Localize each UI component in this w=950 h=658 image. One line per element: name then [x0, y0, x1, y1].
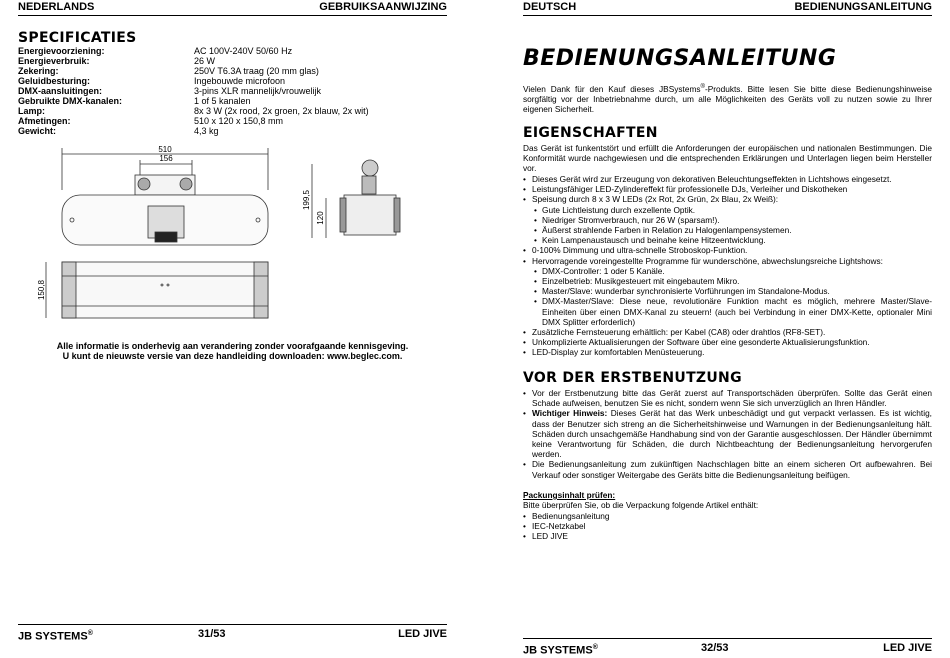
spec-value: AC 100V-240V 50/60 Hz: [194, 46, 293, 56]
spec-key: Gewicht:: [18, 126, 57, 136]
spec-value: 1 of 5 kanalen: [194, 96, 251, 106]
footer-product: LED JIVE: [398, 628, 447, 640]
footer-rule: [18, 624, 447, 625]
spec-key: Zekering:: [18, 66, 59, 76]
spec-value: 8x 3 W (2x rood, 2x groen, 2x blauw, 2x wit): [194, 106, 369, 116]
dim-199-label: 199,5: [302, 189, 311, 211]
spec-row: [18, 46, 454, 56]
sub-list-item: • Niedriger Stromverbrauch, nur 26 W (sparsam!).: [523, 215, 932, 225]
package-item: • Bedienungsanleitung: [523, 511, 932, 521]
important-label: Wichtiger Hinweis:: [532, 408, 608, 419]
list-item: • Dieses Gerät wird zur Erzeugung von dekorativen Beleuchtungseffekten in Lichtshows eingesetzt.: [523, 174, 932, 184]
header-language: DEUTSCH: [523, 1, 577, 13]
spec-value: Ingebouwde microfoon: [194, 76, 286, 86]
spec-key: DMX-aansluitingen:: [18, 86, 103, 96]
spec-value: 3-pins XLR mannelijk/vrouwelijk: [194, 86, 322, 96]
spec-row: [18, 76, 454, 86]
spec-key: Energieverbruik:: [18, 56, 90, 66]
page-footer: [523, 641, 932, 655]
header-doc-title: BEDIENUNGSANLEITUNG: [794, 1, 932, 13]
package-intro: Bitte überprüfen Sie, ob die Verpackung folgende Artikel enthält:: [523, 500, 759, 510]
list-item: • Wichtiger Hinweis: Dieses Gerät hat das Werk unbeschädigt und gut verpackt verlassen. Es ist wichtig, dass der Benutzer sich streng an die Sicherheitshinweise und Warnungen in der Bedienungsanleitung hält. Schäden durch unsachgemäße Handhabung sind von der Garantie ausgeschlossen. Der Händler übernimmt keine Verantwortung für Schäden, die durch Nichtbeachtung der Bedienungsanleitung hervorgerufen werden.: [523, 408, 932, 459]
list-item: • Zusätzliche Fernsteuerung erhältlich: per Kabel (CA8) oder drahtlos (RF8-SET).: [523, 327, 932, 337]
spec-row: [18, 96, 454, 106]
list-item: • Speisung durch 8 x 3 W LEDs (2x Rot, 2x Grün, 2x Blau, 2x Weiß):: [523, 194, 932, 204]
page-title: BEDIENUNGSANLEITUNG: [523, 46, 837, 71]
list-item: • Die Bedienungsanleitung zum zukünftigen Nachschlagen bitte an einem sicheren Ort aufbewahren. Bei Verkauf oder sonstiger Weitergabe des Geräts bitte die Bedienungsanleitung beifügen.: [523, 459, 932, 479]
package-item: • LED JIVE: [523, 531, 932, 541]
notice: [18, 341, 447, 361]
features-list: [523, 174, 932, 358]
spec-value: 4,3 kg: [194, 126, 219, 136]
spec-value: 250V T6.3A traag (20 mm glas): [194, 66, 319, 76]
package-list: [523, 511, 932, 542]
sub-list-item: • DMX-Controller: 1 oder 5 Kanäle.: [523, 266, 932, 276]
spec-key: Lamp:: [18, 106, 45, 116]
sub-list-item: • Gute Lichtleistung durch exzellente Optik.: [523, 205, 932, 215]
spec-value: 26 W: [194, 56, 216, 66]
footer-brand: JB SYSTEMS®: [18, 630, 93, 643]
footer-brand: JB SYSTEMS®: [523, 644, 598, 657]
sub-list-item: • DMX-Master/Slave: Diese neue, revolutionäre Funktion macht es möglich, mehrere Master/Slave-Einheiten über einen DMX-Kanal zu steuern! (auch bei Verbindung in einer DMX-Kette, optionaler Mini DMX Splitter erforderlich): [523, 296, 932, 327]
spec-key: Energievoorziening:: [18, 46, 105, 56]
sub-list-item: • Master/Slave: wunderbar synchronisierte Vorführungen im Standalone-Modus.: [523, 286, 932, 296]
section-title-features: EIGENSCHAFTEN: [523, 125, 658, 141]
footer-page-number: 32/53: [701, 642, 729, 654]
header-doc-title: GEBRUIKSAANWIJZING: [319, 1, 447, 13]
header-rule: [18, 15, 447, 16]
conformity-paragraph: Das Gerät ist funkentstört und erfüllt die Anforderungen der europäischen und nationalen Bestimmungen. Die Konformität wurde nachgewiesen und die entsprechenden Erklärungen und Unterlagen liegen beim Hersteller vor.: [523, 143, 932, 174]
spec-key: Geluidbesturing:: [18, 76, 90, 86]
list-item: • Leistungsfähiger LED-Zylindereffekt für professionelle DJs, Verleiher und Diskotheken: [523, 184, 932, 194]
spec-row: [18, 116, 454, 126]
list-item: • LED-Display zur komfortablen Menüsteuerung.: [523, 347, 932, 357]
sub-list-item: • Kein Lampenaustausch und beinahe keine Hitzeentwicklung.: [523, 235, 932, 245]
dim-150-label: 150,8: [37, 279, 46, 301]
left-page: [0, 0, 475, 654]
header-rule: [523, 15, 932, 16]
footer-product: LED JIVE: [883, 642, 932, 654]
page-header: [523, 0, 932, 14]
spec-row: [18, 126, 454, 136]
section-title-first-use: VOR DER ERSTBENUTZUNG: [523, 370, 742, 386]
list-item: • Hervorragende voreingestellte Programme für wunderschöne, abwechslungsreiche Lightshows:: [523, 256, 932, 266]
package-title: Packungsinhalt prüfen:: [523, 490, 616, 500]
spec-row: [18, 106, 454, 116]
footer-page-number: 31/53: [198, 628, 226, 640]
dim-510-label: 510: [158, 145, 172, 154]
spec-row: [18, 86, 454, 96]
dimension-drawing: [37, 140, 440, 340]
list-item: • 0-100% Dimmung und ultra-schnelle Stroboskop-Funktion.: [523, 245, 932, 255]
package-item: • IEC-Netzkabel: [523, 521, 932, 531]
list-item: • Vor der Erstbenutzung bitte das Gerät zuerst auf Transportschäden überprüfen. Sollte das Gerät einen Schade aufweisen, benutzen Sie es nicht, sondern wenn Sie sich unverzüglich an Ihren Händler.: [523, 388, 932, 408]
dim-120-label: 120: [316, 211, 325, 225]
spec-table: [18, 46, 454, 136]
notice-line-1: Alle informatie is onderhevig aan verandering zonder voorafgaande kennisgeving.: [56, 341, 409, 351]
spec-row: [18, 56, 454, 66]
intro-paragraph: Vielen Dank für den Kauf dieses JBSystems®-Produkts. Bitte lesen Sie bitte diese Bedienungshinweise sorgfältig vor der Inbetriebnahme durch, um alle Möglichkeiten des Geräts voll zu nutzen sowie zu Ihrer eigenen Sicherheit.: [523, 83, 932, 115]
right-page: [475, 0, 950, 657]
spec-row: [18, 66, 454, 76]
page-header: [18, 0, 447, 14]
footer-rule: [523, 638, 932, 639]
header-language: NEDERLANDS: [18, 1, 95, 13]
list-item: • Unkomplizierte Aktualisierungen der Software über eine gesonderte Aktualisierungsfunktion.: [523, 337, 932, 347]
sub-list-item: • Äußerst strahlende Farben in Relation zu Halogenlampensystemen.: [523, 225, 932, 235]
notice-line-2: U kunt de nieuwste versie van deze handleiding downloaden: www.beglec.com.: [62, 351, 403, 361]
first-use-list: [523, 388, 932, 480]
section-title-specs: SPECIFICATIES: [18, 30, 137, 46]
dim-156-label: 156: [159, 154, 173, 163]
spec-key: Gebruikte DMX-kanalen:: [18, 96, 123, 106]
spec-key: Afmetingen:: [18, 116, 71, 126]
sub-list-item: • Einzelbetrieb: Musikgesteuert mit eingebautem Mikro.: [523, 276, 932, 286]
spec-value: 510 x 120 x 150,8 mm: [194, 116, 284, 126]
page-footer: [18, 627, 447, 641]
